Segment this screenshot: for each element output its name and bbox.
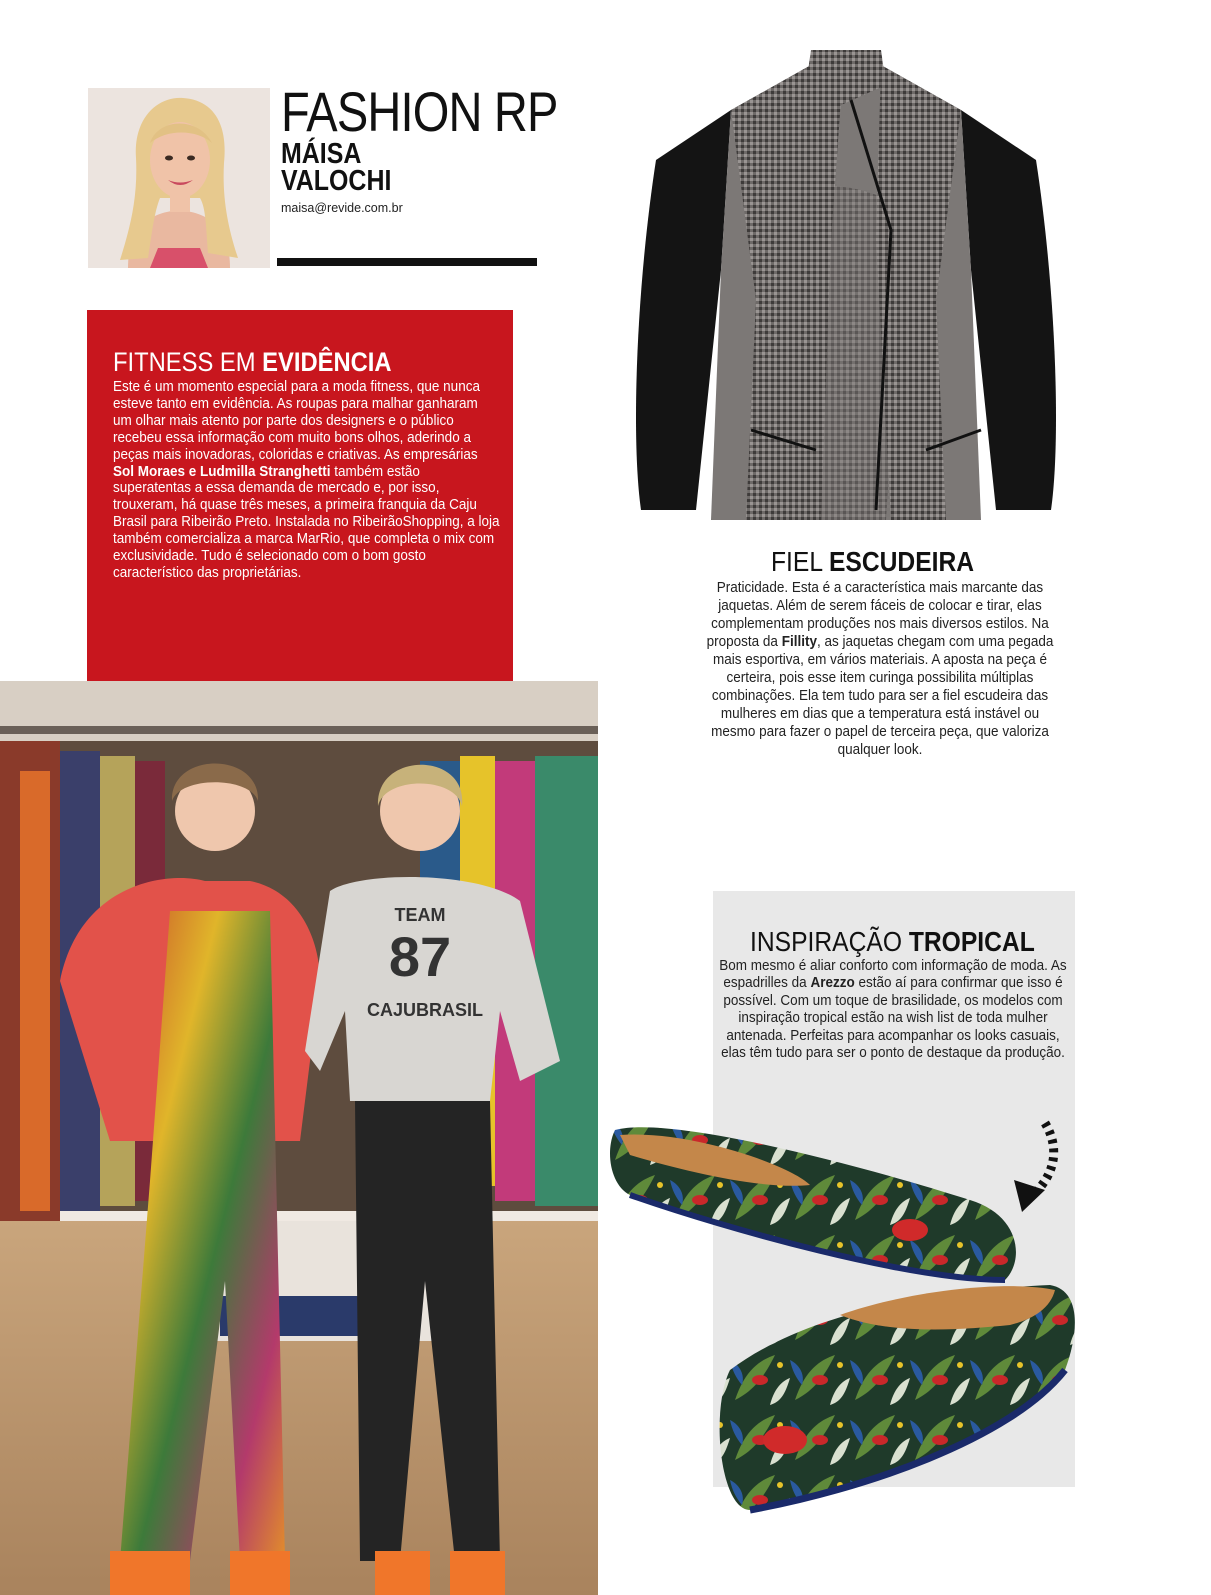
fitness-body-names: Sol Moraes e Ludmilla Stranghetti <box>113 462 331 480</box>
store-owners-photo <box>0 681 598 1595</box>
fitness-heading-light: FITNESS EM <box>113 347 263 377</box>
tropical-body-brand: Arezzo <box>810 974 855 992</box>
tropical-body-part2: estão aí para confirmar que isso é possível. Com um toque de brasilidade, os modelos com inspiração tropical estão na wish list de toda mulher antenada. Perfeitas para acompanhar os looks casuais, elas têm tudo para ser o ponto de destaque da produção. <box>721 974 1065 1062</box>
tropical-body-part1: Bom mesmo é aliar conforto com informação de moda. As espadrilles da <box>719 957 1067 992</box>
fitness-body-part2: também estão superatentas a essa demanda de mercado e, por isso, trouxeram, há quase três meses, a primeira franquia da Caju Brasil para Ribeirão Preto. Instalada no RibeirãoShopping, a loja também comercializa a marca MarRio, que completa o mix com exclusividade. Tudo é selecionado com o bom gosto característico das proprietárias. <box>113 462 500 581</box>
sweatshirt-team-text: TEAM <box>394 905 446 925</box>
tropical-heading <box>750 926 1035 958</box>
fitness-heading <box>113 347 392 378</box>
jacket-product-image <box>636 40 1056 545</box>
columnist-last-name: VALOCHI <box>281 165 392 197</box>
tropical-heading-light: INSPIRAÇÃO <box>750 926 909 957</box>
tropical-body <box>718 957 1069 1061</box>
fiel-body-part2: , as jaquetas chegam com uma pegada mais esportiva, em vários materiais. A aposta na peça é certeira, pois esse item curinga possibilita múltiplas combinações. Ela tem tudo para ser a fiel escudeira das mulheres em dias que a temperatura está instável ou mesmo para fazer o papel de terceira peça, que valoriza qualquer look. <box>711 633 1054 758</box>
columnist-first-name: MÁISA <box>281 138 362 170</box>
fiel-body-part1: Praticidade. Esta é a característica mais marcante das jaquetas. Além de serem fáceis de colocar e tirar, elas complementam produções nos mais diversos estilos. Na proposta da <box>706 579 1049 650</box>
columnist-portrait <box>88 88 270 268</box>
columnist-email[interactable]: maisa@revide.com.br <box>281 201 403 215</box>
fitness-body <box>113 379 500 582</box>
tropical-heading-bold: TROPICAL <box>908 926 1035 957</box>
fiel-heading-light: FIEL <box>771 546 829 577</box>
fitness-heading-bold: EVIDÊNCIA <box>262 347 392 377</box>
header-rule <box>277 258 537 266</box>
fitness-body-part1: Este é um momento especial para a moda fitness, que nunca esteve tanto em evidência. As roupas para malhar ganharam um olhar mais atento por parte dos designers e o público recebeu essa informação com muito bons olhos, aderindo a peças mais inovadoras, coloridas e criativas. As empresárias <box>113 378 480 463</box>
espadrilles-product-image <box>610 1110 1080 1570</box>
columnist-name <box>281 138 505 197</box>
fitness-article-box <box>87 310 513 682</box>
column-title: FASHION RP <box>281 80 558 143</box>
fiel-body-brand: Fillity <box>781 633 817 650</box>
sweatshirt-number-text: 87 <box>388 925 452 988</box>
fiel-body <box>700 579 1060 759</box>
fiel-heading-bold: ESCUDEIRA <box>828 546 975 577</box>
sweatshirt-brand-text: CAJUBRASIL <box>366 1000 484 1020</box>
fiel-heading <box>771 546 974 578</box>
